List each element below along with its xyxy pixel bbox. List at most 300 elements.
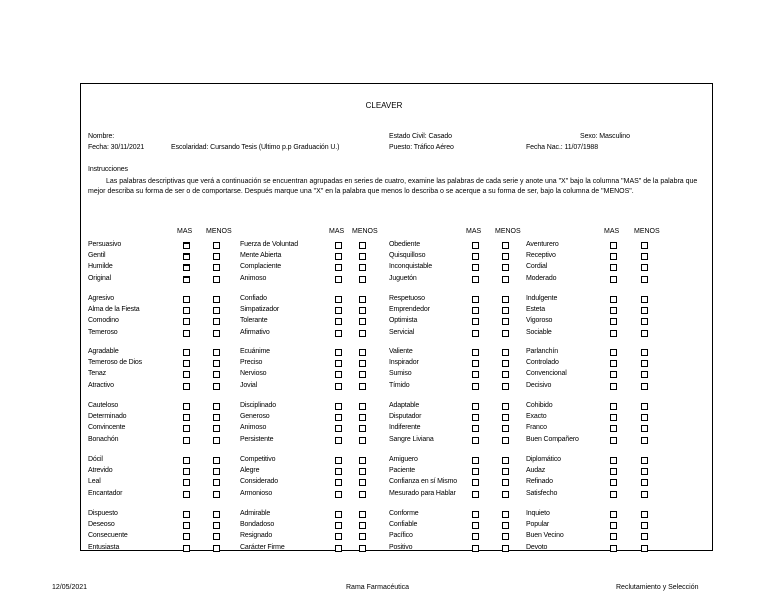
adjective-label: Disciplinado xyxy=(240,402,276,409)
mas-checkbox[interactable] xyxy=(335,491,342,498)
menos-checkbox[interactable] xyxy=(213,253,220,260)
footer-right: Reclutamiento y Selección xyxy=(616,584,699,591)
menos-checkbox[interactable] xyxy=(359,330,366,337)
menos-checkbox[interactable] xyxy=(359,349,366,356)
mas-checkbox[interactable] xyxy=(610,296,617,303)
menos-checkbox[interactable] xyxy=(359,437,366,444)
adjective-label: Inconquistable xyxy=(389,263,433,271)
mas-checkbox[interactable] xyxy=(335,545,342,552)
menos-checkbox[interactable] xyxy=(502,491,509,498)
mas-checkbox[interactable] xyxy=(610,383,617,390)
adjective-label: Adaptable xyxy=(389,402,420,409)
menos-checkbox[interactable] xyxy=(502,457,509,464)
mas-checkbox[interactable] xyxy=(610,403,617,410)
adjective-label: Confiable xyxy=(389,521,418,529)
menos-checkbox[interactable] xyxy=(213,457,220,464)
menos-checkbox[interactable] xyxy=(502,242,509,249)
mas-checkbox[interactable] xyxy=(183,479,190,486)
menos-checkbox[interactable] xyxy=(359,533,366,540)
adjective-label: Vigoroso xyxy=(526,317,553,325)
adjective-label: Inquieto xyxy=(526,510,550,517)
mas-checkbox[interactable] xyxy=(472,491,479,498)
menos-checkbox[interactable] xyxy=(641,296,648,303)
menos-checkbox[interactable] xyxy=(359,360,366,367)
nombre-label: Nombre: xyxy=(88,133,115,140)
menos-checkbox[interactable] xyxy=(641,371,648,378)
menos-checkbox[interactable] xyxy=(641,533,648,540)
menos-checkbox[interactable] xyxy=(641,253,648,260)
menos-checkbox[interactable] xyxy=(359,511,366,518)
mas-checkbox[interactable] xyxy=(610,307,617,314)
mas-checkbox[interactable] xyxy=(472,522,479,529)
adjective-label: Admirable xyxy=(240,510,271,517)
fecha-nac-label: Fecha Nac.: 11/07/1988 xyxy=(526,144,598,151)
menos-checkbox[interactable] xyxy=(502,425,509,432)
mas-checkbox[interactable] xyxy=(472,276,479,283)
adjective-label: Decisivo xyxy=(526,381,552,389)
mas-checkbox[interactable] xyxy=(335,349,342,356)
adjective-label: Alma de la Fiesta xyxy=(88,306,140,314)
mas-checkbox[interactable] xyxy=(472,242,479,249)
menos-checkbox[interactable] xyxy=(502,253,509,260)
adjective-label: Temeroso de Dios xyxy=(88,359,143,367)
mas-checkbox[interactable] xyxy=(472,437,479,444)
adjective-label: Tolerante xyxy=(240,317,268,325)
adjective-label: Humilde xyxy=(88,263,113,271)
mas-checkbox[interactable] xyxy=(472,479,479,486)
menos-checkbox[interactable] xyxy=(641,383,648,390)
mas-checkbox[interactable] xyxy=(183,276,190,283)
menos-checkbox[interactable] xyxy=(502,296,509,303)
adjective-label: Amiguero xyxy=(389,456,418,463)
mas-checkbox[interactable] xyxy=(335,307,342,314)
adjective-label: Tenaz xyxy=(88,370,106,378)
adjective-label: Bonachón xyxy=(88,435,119,443)
mas-checkbox[interactable] xyxy=(472,403,479,410)
adjective-label: Indulgente xyxy=(526,295,558,302)
mas-checkbox[interactable] xyxy=(610,371,617,378)
adjective-label: Dócil xyxy=(88,456,103,463)
mas-checkbox[interactable] xyxy=(183,253,190,260)
mas-checkbox[interactable] xyxy=(183,491,190,498)
mas-checkbox[interactable] xyxy=(472,318,479,325)
menos-checkbox[interactable] xyxy=(502,371,509,378)
menos-checkbox[interactable] xyxy=(641,242,648,249)
mas-checkbox[interactable] xyxy=(472,533,479,540)
menos-checkbox[interactable] xyxy=(641,403,648,410)
adjective-label: Resignado xyxy=(240,532,273,540)
mas-checkbox[interactable] xyxy=(610,330,617,337)
mas-checkbox[interactable] xyxy=(610,522,617,529)
mas-checkbox[interactable] xyxy=(472,383,479,390)
menos-checkbox[interactable] xyxy=(359,491,366,498)
menos-checkbox[interactable] xyxy=(213,371,220,378)
mas-checkbox[interactable] xyxy=(183,425,190,432)
adjective-label: Dispuesto xyxy=(88,510,118,517)
mas-checkbox[interactable] xyxy=(610,242,617,249)
mas-checkbox[interactable] xyxy=(610,491,617,498)
menos-checkbox[interactable] xyxy=(359,403,366,410)
menos-checkbox[interactable] xyxy=(213,437,220,444)
mas-checkbox[interactable] xyxy=(183,511,190,518)
adjective-label: Mesurado para Hablar xyxy=(389,489,456,497)
menos-checkbox[interactable] xyxy=(502,437,509,444)
mas-checkbox[interactable] xyxy=(183,264,190,271)
mas-checkbox[interactable] xyxy=(335,360,342,367)
menos-checkbox[interactable] xyxy=(359,264,366,271)
adjective-label: Devoto xyxy=(526,543,548,551)
escolaridad-label: Escolaridad: Cursando Tesis (Ultimo p.p Graduación U.) xyxy=(171,144,340,151)
menos-checkbox[interactable] xyxy=(359,522,366,529)
mas-checkbox[interactable] xyxy=(183,242,190,249)
adjective-label: Indiferente xyxy=(389,424,421,432)
menos-checkbox[interactable] xyxy=(213,307,220,314)
menos-checkbox[interactable] xyxy=(213,318,220,325)
menos-checkbox[interactable] xyxy=(641,318,648,325)
menos-checkbox[interactable] xyxy=(213,403,220,410)
adjective-label: Confianza en sí Mismo xyxy=(389,478,458,486)
adjective-label: Satisfecho xyxy=(526,489,558,497)
adjective-label: Competitivo xyxy=(240,456,276,463)
adjective-label: Respetuoso xyxy=(389,295,425,302)
menos-checkbox[interactable] xyxy=(359,414,366,421)
mas-checkbox[interactable] xyxy=(472,414,479,421)
menos-checkbox[interactable] xyxy=(641,545,648,552)
mas-checkbox[interactable] xyxy=(335,403,342,410)
adjective-label: Atractivo xyxy=(88,381,114,389)
menos-checkbox[interactable] xyxy=(502,349,509,356)
mas-checkbox[interactable] xyxy=(335,425,342,432)
menos-checkbox[interactable] xyxy=(213,349,220,356)
mas-checkbox[interactable] xyxy=(183,371,190,378)
mas-checkbox[interactable] xyxy=(335,511,342,518)
menos-checkbox[interactable] xyxy=(213,425,220,432)
adjective-label: Complaciente xyxy=(240,263,281,271)
menos-checkbox[interactable] xyxy=(359,253,366,260)
mas-checkbox[interactable] xyxy=(335,371,342,378)
mas-checkbox[interactable] xyxy=(335,437,342,444)
adjective-label: Persuasivo xyxy=(88,241,122,248)
menos-checkbox[interactable] xyxy=(213,545,220,552)
menos-checkbox[interactable] xyxy=(213,522,220,529)
menos-checkbox[interactable] xyxy=(359,425,366,432)
menos-checkbox[interactable] xyxy=(502,330,509,337)
mas-checkbox[interactable] xyxy=(183,296,190,303)
fecha-label: Fecha: 30/11/2021 xyxy=(88,144,145,151)
menos-checkbox[interactable] xyxy=(502,307,509,314)
mas-header: MAS xyxy=(177,228,193,235)
adjective-label: Refinado xyxy=(526,478,553,486)
mas-checkbox[interactable] xyxy=(472,264,479,271)
menos-checkbox[interactable] xyxy=(502,533,509,540)
adjective-label: Tímido xyxy=(389,381,410,389)
mas-checkbox[interactable] xyxy=(472,511,479,518)
mas-checkbox[interactable] xyxy=(610,253,617,260)
estado-civil-label: Estado Civil: Casado xyxy=(389,133,452,140)
adjective-label: Diplomático xyxy=(526,456,561,463)
adjective-label: Entusiasta xyxy=(88,543,120,551)
menos-checkbox[interactable] xyxy=(213,414,220,421)
adjective-label: Buen Compañero xyxy=(526,435,579,443)
adjective-label: Valiente xyxy=(389,348,413,355)
adjective-label: Convencional xyxy=(526,370,567,378)
adjective-label: Cordial xyxy=(526,263,548,271)
footer-date: 12/05/2021 xyxy=(52,584,88,591)
adjective-label: Quisquilloso xyxy=(389,252,426,260)
mas-checkbox[interactable] xyxy=(183,360,190,367)
adjective-label: Pacífico xyxy=(389,532,413,540)
adjective-label: Alegre xyxy=(240,467,260,475)
form-title: CLEAVER xyxy=(365,101,403,110)
adjective-label: Animoso xyxy=(240,424,267,432)
adjective-label: Conforme xyxy=(389,510,419,517)
menos-checkbox[interactable] xyxy=(502,318,509,325)
menos-checkbox[interactable] xyxy=(641,491,648,498)
menos-header: MENOS xyxy=(634,228,660,235)
footer-center: Rama Farmacéutica xyxy=(346,584,410,591)
mas-checkbox[interactable] xyxy=(335,276,342,283)
mas-checkbox[interactable] xyxy=(183,468,190,475)
menos-checkbox[interactable] xyxy=(213,491,220,498)
mas-checkbox[interactable] xyxy=(472,545,479,552)
adjective-label: Deseoso xyxy=(88,521,115,529)
adjective-label: Temeroso xyxy=(88,328,118,336)
adjective-label: Encantador xyxy=(88,489,123,497)
menos-checkbox[interactable] xyxy=(359,276,366,283)
adjective-label: Afirmativo xyxy=(240,328,270,336)
mas-checkbox[interactable] xyxy=(610,264,617,271)
mas-checkbox[interactable] xyxy=(472,371,479,378)
mas-checkbox[interactable] xyxy=(610,318,617,325)
mas-checkbox[interactable] xyxy=(335,296,342,303)
mas-checkbox[interactable] xyxy=(610,437,617,444)
adjective-label: Cohibido xyxy=(526,402,553,409)
menos-checkbox[interactable] xyxy=(641,276,648,283)
adjective-label: Armonioso xyxy=(240,489,273,497)
mas-checkbox[interactable] xyxy=(335,242,342,249)
adjective-label: Mente Abierta xyxy=(240,252,282,260)
menos-checkbox[interactable] xyxy=(502,479,509,486)
mas-checkbox[interactable] xyxy=(335,383,342,390)
adjective-label: Juguetón xyxy=(389,274,417,282)
mas-checkbox[interactable] xyxy=(335,264,342,271)
menos-checkbox[interactable] xyxy=(502,511,509,518)
menos-checkbox[interactable] xyxy=(641,264,648,271)
adjective-label: Inspirador xyxy=(389,359,419,367)
menos-checkbox[interactable] xyxy=(213,242,220,249)
adjective-label: Consecuente xyxy=(88,532,128,540)
adjective-label: Determinado xyxy=(88,413,127,421)
adjective-label: Esteta xyxy=(526,306,545,314)
menos-checkbox[interactable] xyxy=(213,511,220,518)
adjective-label: Persistente xyxy=(240,435,274,443)
instructions-text xyxy=(88,177,708,196)
menos-checkbox[interactable] xyxy=(359,371,366,378)
mas-checkbox[interactable] xyxy=(472,457,479,464)
mas-checkbox[interactable] xyxy=(335,533,342,540)
adjective-label: Convincente xyxy=(88,424,126,432)
adjective-label: Sociable xyxy=(526,328,552,336)
adjective-label: Atrevido xyxy=(88,467,113,475)
menos-checkbox[interactable] xyxy=(213,276,220,283)
menos-checkbox[interactable] xyxy=(213,533,220,540)
menos-checkbox[interactable] xyxy=(213,264,220,271)
menos-checkbox[interactable] xyxy=(641,425,648,432)
menos-header: MENOS xyxy=(352,228,378,235)
mas-checkbox[interactable] xyxy=(335,457,342,464)
mas-checkbox[interactable] xyxy=(183,457,190,464)
mas-checkbox[interactable] xyxy=(472,253,479,260)
menos-checkbox[interactable] xyxy=(359,242,366,249)
menos-checkbox[interactable] xyxy=(213,479,220,486)
adjective-label: Servicial xyxy=(389,328,415,336)
menos-checkbox[interactable] xyxy=(359,468,366,475)
adjective-label: Exacto xyxy=(526,413,547,421)
mas-checkbox[interactable] xyxy=(610,457,617,464)
menos-checkbox[interactable] xyxy=(213,330,220,337)
menos-checkbox[interactable] xyxy=(502,403,509,410)
mas-checkbox[interactable] xyxy=(183,533,190,540)
menos-checkbox[interactable] xyxy=(641,511,648,518)
adjective-label: Sangre Liviana xyxy=(389,435,434,443)
mas-checkbox[interactable] xyxy=(335,253,342,260)
mas-checkbox[interactable] xyxy=(183,522,190,529)
adjective-label: Receptivo xyxy=(526,252,556,260)
adjective-label: Fuerza de Voluntad xyxy=(240,241,299,248)
menos-checkbox[interactable] xyxy=(502,545,509,552)
mas-checkbox[interactable] xyxy=(183,414,190,421)
mas-checkbox[interactable] xyxy=(335,479,342,486)
mas-checkbox[interactable] xyxy=(183,403,190,410)
menos-checkbox[interactable] xyxy=(502,383,509,390)
mas-checkbox[interactable] xyxy=(335,522,342,529)
mas-checkbox[interactable] xyxy=(610,349,617,356)
menos-checkbox[interactable] xyxy=(502,522,509,529)
adjective-label: Gentil xyxy=(88,252,106,260)
adjective-label: Generoso xyxy=(240,413,270,421)
menos-checkbox[interactable] xyxy=(641,307,648,314)
mas-checkbox[interactable] xyxy=(472,330,479,337)
menos-checkbox[interactable] xyxy=(641,437,648,444)
mas-checkbox[interactable] xyxy=(610,511,617,518)
instructions-body: Las palabras descriptivas que verá a continuación se encuentran agrupadas en series de cuatro, examine las palabras de cada serie y anote una "X" bajo la columna "MAS" de la palabra que mejor describa su forma de ser o de comportarse. Después marque una "X" en la palabra que menos lo describa o se acerque a su forma de ser, bajo la columna de "MENOS". xyxy=(88,178,698,195)
mas-checkbox[interactable] xyxy=(472,360,479,367)
adjective-label: Sumiso xyxy=(389,370,412,378)
menos-header: MENOS xyxy=(206,228,232,235)
mas-checkbox[interactable] xyxy=(183,349,190,356)
adjective-label: Considerado xyxy=(240,478,279,486)
menos-checkbox[interactable] xyxy=(502,264,509,271)
mas-header: MAS xyxy=(329,228,345,235)
adjective-label: Optimista xyxy=(389,317,418,325)
sexo-label: Sexo: Masculino xyxy=(580,133,630,140)
menos-checkbox[interactable] xyxy=(502,414,509,421)
mas-checkbox[interactable] xyxy=(335,468,342,475)
mas-checkbox[interactable] xyxy=(610,468,617,475)
adjective-label: Carácter Firme xyxy=(240,543,285,551)
mas-checkbox[interactable] xyxy=(610,414,617,421)
menos-checkbox[interactable] xyxy=(641,457,648,464)
menos-checkbox[interactable] xyxy=(359,307,366,314)
adjective-label: Parlanchín xyxy=(526,348,558,355)
menos-checkbox[interactable] xyxy=(502,276,509,283)
mas-checkbox[interactable] xyxy=(610,545,617,552)
mas-header: MAS xyxy=(466,228,482,235)
mas-checkbox[interactable] xyxy=(610,360,617,367)
adjective-label: Buen Vecino xyxy=(526,532,564,540)
menos-checkbox[interactable] xyxy=(502,468,509,475)
mas-checkbox[interactable] xyxy=(183,383,190,390)
adjective-label: Obediente xyxy=(389,241,420,248)
adjective-label: Franco xyxy=(526,424,547,432)
menos-checkbox[interactable] xyxy=(359,383,366,390)
menos-checkbox[interactable] xyxy=(641,522,648,529)
menos-checkbox[interactable] xyxy=(641,479,648,486)
adjective-label: Nervioso xyxy=(240,370,267,378)
adjective-label: Agradable xyxy=(88,348,119,355)
adjective-label: Controlado xyxy=(526,359,559,367)
mas-checkbox[interactable] xyxy=(183,437,190,444)
mas-checkbox[interactable] xyxy=(183,318,190,325)
mas-checkbox[interactable] xyxy=(610,479,617,486)
mas-checkbox[interactable] xyxy=(335,330,342,337)
instructions-heading: Instrucciones xyxy=(88,166,128,173)
menos-checkbox[interactable] xyxy=(213,383,220,390)
mas-checkbox[interactable] xyxy=(183,307,190,314)
adjective-label: Jovial xyxy=(240,381,257,389)
menos-checkbox[interactable] xyxy=(213,468,220,475)
menos-checkbox[interactable] xyxy=(359,479,366,486)
menos-checkbox[interactable] xyxy=(213,296,220,303)
menos-checkbox[interactable] xyxy=(641,414,648,421)
mas-checkbox[interactable] xyxy=(472,349,479,356)
mas-checkbox[interactable] xyxy=(610,425,617,432)
menos-checkbox[interactable] xyxy=(502,360,509,367)
adjective-label: Paciente xyxy=(389,467,416,475)
mas-checkbox[interactable] xyxy=(183,545,190,552)
mas-header: MAS xyxy=(604,228,620,235)
mas-checkbox[interactable] xyxy=(472,468,479,475)
menos-checkbox[interactable] xyxy=(641,349,648,356)
menos-checkbox[interactable] xyxy=(213,360,220,367)
mas-checkbox[interactable] xyxy=(610,276,617,283)
puesto-label: Puesto: Tráfico Aéreo xyxy=(389,144,454,151)
mas-checkbox[interactable] xyxy=(472,425,479,432)
menos-checkbox[interactable] xyxy=(641,468,648,475)
mas-checkbox[interactable] xyxy=(472,296,479,303)
adjective-label: Agresivo xyxy=(88,295,115,302)
menos-checkbox[interactable] xyxy=(359,318,366,325)
mas-checkbox[interactable] xyxy=(610,533,617,540)
adjective-label: Disputador xyxy=(389,413,422,421)
menos-checkbox[interactable] xyxy=(641,360,648,367)
mas-checkbox[interactable] xyxy=(335,414,342,421)
menos-checkbox[interactable] xyxy=(359,457,366,464)
mas-checkbox[interactable] xyxy=(183,330,190,337)
adjective-label: Positivo xyxy=(389,543,413,551)
adjective-label: Popular xyxy=(526,521,550,529)
adjective-label: Audaz xyxy=(526,467,546,475)
mas-checkbox[interactable] xyxy=(335,318,342,325)
adjective-label: Animoso xyxy=(240,274,267,282)
menos-checkbox[interactable] xyxy=(359,545,366,552)
menos-checkbox[interactable] xyxy=(641,330,648,337)
mas-checkbox[interactable] xyxy=(472,307,479,314)
adjective-label: Preciso xyxy=(240,359,263,367)
adjective-label: Leal xyxy=(88,478,101,486)
adjective-label: Cauteloso xyxy=(88,402,119,409)
menos-checkbox[interactable] xyxy=(359,296,366,303)
